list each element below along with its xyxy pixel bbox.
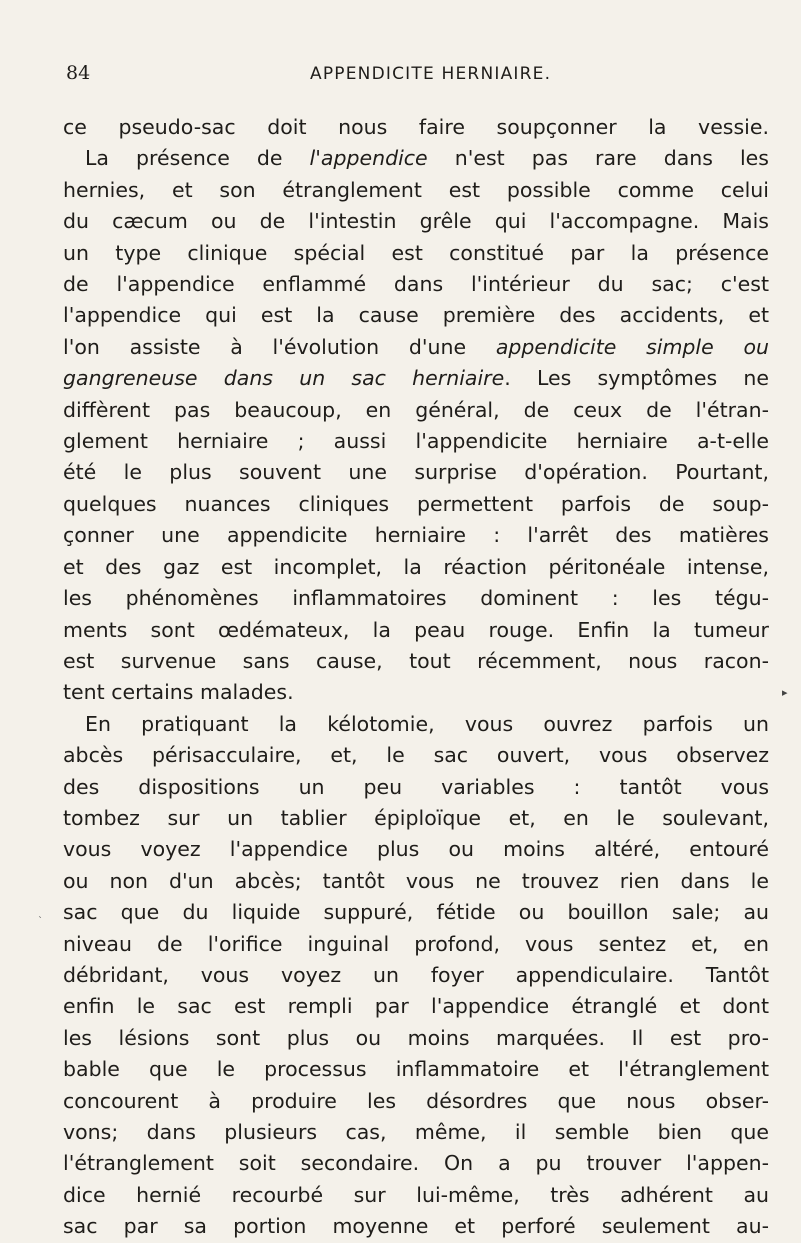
text-line: ou non d'un abcès; tantôt vous ne trouvez rien dans le [63,868,769,893]
text-line: La présence de l'appendice n'est pas rare dans les [85,146,769,171]
text-line: tombez sur un tablier épiploïque et, en le soulevant, [63,805,769,830]
running-title: APPENDICITE HERNIAIRE. [310,64,552,84]
text-line: niveau de l'orifice inguinal profond, vous sentez et, en [63,931,769,956]
text-line: vons; dans plusieurs cas, même, il semble bien que [63,1120,769,1144]
text-line: tent certains malades. [63,680,294,705]
text-line: vous voyez l'appendice plus ou moins altéré, entouré [63,837,769,862]
text-line: l'étranglement soit secondaire. On a pu trouver l'appen- [63,1151,769,1176]
text-line: été le plus souvent une surprise d'opération. Pourtant, [63,460,769,485]
text-line: débridant, vous voyez un foyer appendiculaire. Tantôt [63,962,769,987]
text-line: En pratiquant la kélotomie, vous ouvrez parfois un [85,711,769,736]
text-line: et des gaz est incomplet, la réaction péritonéale intense, [63,554,769,579]
italic-term: gangreneuse dans un sac herniaire [63,366,505,391]
page-number: 84 [66,62,91,84]
text-line: sac que du liquide suppuré, fétide ou bouillon sale; au [63,900,769,925]
page-header [66,62,766,88]
text-line: ce pseudo-sac doit nous faire soupçonner la vessie. [63,115,769,139]
text-line: concourent à produire les désordres que nous obser- [63,1088,769,1113]
text-line: enfin le sac est rempli par l'appendice étranglé et dont [63,994,769,1019]
margin-tick-icon: ˋ [38,916,43,927]
text-line: hernies, et son étranglement est possible comme celui [63,177,769,202]
text-line: diffèrent pas beaucoup, en général, de ceux de l'étran- [63,397,769,422]
text-line: du cæcum ou de l'intestin grêle qui l'accompagne. Mais [63,209,769,234]
text-line: sac par sa portion moyenne et perforé seulement au- [63,1214,769,1239]
text-line: dice hernié recourbé sur lui-même, très adhérent au [63,1182,769,1207]
text-line: des dispositions un peu variables : tantôt vous [63,774,769,799]
text-line: un type clinique spécial est constitué par la présence [63,240,769,265]
text-line: de l'appendice enflammé dans l'intérieur du sac; c'est [63,272,769,297]
text-line: gangreneuse dans un sac herniaire. Les symptômes ne [63,366,769,391]
body-text [63,112,769,1243]
margin-arrow-icon: ▸ [782,686,788,699]
text-line: bable que le processus inflammatoire et l'étranglement [63,1057,769,1082]
text-line: quelques nuances cliniques permettent parfois de soup- [63,491,769,516]
text-line: les lésions sont plus ou moins marquées. Il est pro- [63,1025,769,1050]
text-line: l'appendice qui est la cause première des accidents, et [63,303,769,328]
text-line: ments sont œdémateux, la peau rouge. Enfin la tumeur [63,617,769,642]
italic-term: l'appendice [309,146,428,171]
text-line: est survenue sans cause, tout récemment, nous racon- [63,648,769,673]
text-line: l'on assiste à l'évolution d'une appendicite simple ou [63,334,769,359]
text-line: çonner une appendicite herniaire : l'arrêt des matières [63,523,769,548]
text-line: les phénomènes inflammatoires dominent : les tégu- [63,586,769,611]
text-line: glement herniaire ; aussi l'appendicite herniaire a-t-elle [63,429,769,454]
text-line: abcès périsacculaire, et, le sac ouvert, vous observez [63,743,769,768]
italic-term: appendicite simple ou [495,334,769,359]
